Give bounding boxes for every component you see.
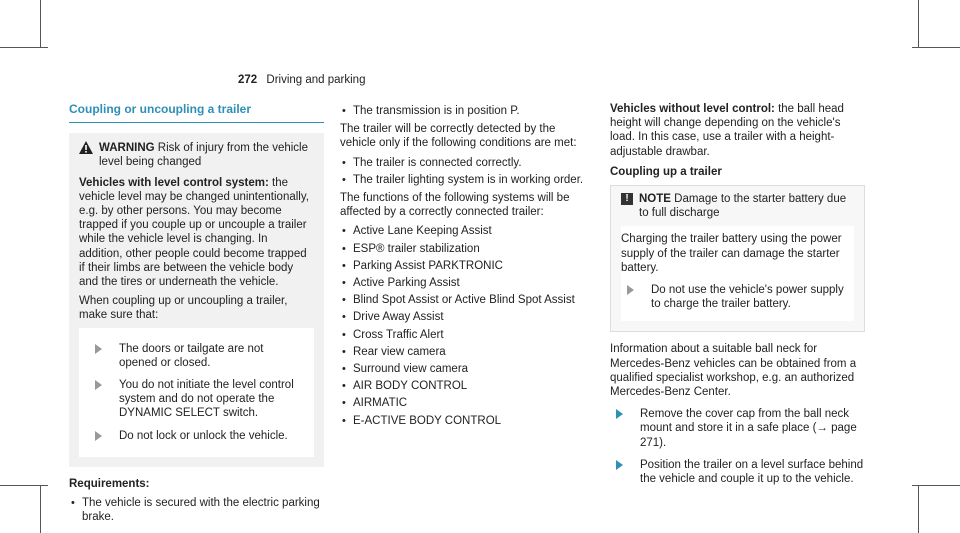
step-item [95, 342, 304, 370]
list-item: • Surround view camera [340, 362, 592, 376]
step-item [95, 429, 304, 443]
crop-mark [40, 485, 41, 533]
step-text: Do not use the vehicle's power supply to charge the trailer battery. [651, 284, 844, 311]
warning-icon [79, 141, 93, 154]
functions-text: The functions of the following systems will be affected by a correctly connected trailer: [340, 192, 570, 219]
note-body-box [621, 226, 854, 321]
step-item [627, 283, 854, 311]
note-body: Charging the trailer battery using the power supply of the trailer can damage the starter battery. [621, 233, 842, 274]
list-item: • The transmission is in position P. [340, 104, 592, 118]
section-title: Coupling or uncoupling a trailer [69, 102, 324, 123]
list-item: • The trailer is connected correctly. [340, 156, 592, 170]
note-header [621, 192, 854, 226]
step-text: You do not initiate the level control system and do not operate the DYNAMIC SELECT switch. [119, 379, 294, 420]
warning-text: Risk of injury from the vehicle level being changed [99, 142, 308, 169]
list-item: • AIR BODY CONTROL [340, 379, 592, 393]
no-level-control-text: the ball head height will change depending on the vehicle's load. In this case, use a trailer with a height-adjustable drawbar. [610, 103, 844, 158]
list-item: • E-ACTIVE BODY CONTROL [340, 414, 592, 428]
list-item: • The vehicle is secured with the electric parking brake. [69, 496, 324, 524]
level-control-heading: Vehicles with level control system: [79, 176, 269, 189]
step-arrow-icon [95, 344, 109, 354]
section-name: Driving and parking [266, 74, 366, 86]
warning-header [79, 141, 314, 169]
crop-mark [0, 485, 48, 486]
crop-mark [912, 485, 960, 486]
step-text: Position the trailer on a level surface behind the vehicle and couple it up to the vehicle. [640, 458, 864, 486]
list-item: • The trailer lighting system is in working order. [340, 173, 592, 187]
crop-mark [918, 485, 919, 533]
step-arrow-icon [95, 380, 109, 390]
warning-label: WARNING [99, 142, 155, 155]
note-box [610, 185, 865, 332]
requirements-label: Requirements: [69, 477, 150, 490]
when-text: When coupling up or uncoupling a trailer, make sure that: [79, 295, 288, 322]
step-item [95, 378, 304, 421]
list-item: • Blind Spot Assist or Active Blind Spot Assist [340, 293, 592, 307]
list-item: • Active Parking Assist [340, 276, 592, 290]
list-item: • Parking Assist PARKTRONIC [340, 259, 592, 273]
page-header [238, 74, 365, 86]
list-item: • AIRMATIC [340, 396, 592, 410]
step-text: Do not lock or unlock the vehicle. [119, 429, 288, 442]
note-text: Damage to the starter battery due to full discharge [639, 193, 847, 220]
step-arrow-icon [616, 460, 630, 470]
note-label: NOTE [639, 193, 671, 206]
info-text: Information about a suitable ball neck for Mercedes-Benz vehicles can be obtained from a qualified specialist workshop, e.g. an authorized Mercedes-Benz Center. [610, 343, 857, 399]
list-item: • Drive Away Assist [340, 310, 592, 324]
requirements-list-cont [340, 104, 592, 118]
column-1 [69, 102, 324, 528]
trailer-detect-text: The trailer will be correctly detected by the vehicle only if the following conditions are met: [340, 123, 577, 150]
warning-paragraph [79, 176, 314, 290]
step-item [616, 407, 865, 450]
step-text: Remove the cover cap from the ball neck mount and store it in a safe place (→ page 271). [640, 408, 857, 449]
conditions-list [340, 156, 592, 187]
no-level-control-paragraph [610, 102, 865, 159]
list-item: • Cross Traffic Alert [340, 328, 592, 342]
warning-box [69, 133, 324, 467]
list-item: • ESP® trailer stabilization [340, 242, 592, 256]
crop-mark [40, 0, 41, 48]
column-2 [340, 102, 592, 432]
coupling-heading: Coupling up a trailer [610, 165, 722, 178]
crop-mark [912, 47, 960, 48]
list-item: • Active Lane Keeping Assist [340, 224, 592, 238]
step-text: The doors or tailgate are not opened or closed. [119, 342, 264, 369]
list-item: • Rear view camera [340, 345, 592, 359]
step-item [616, 458, 865, 486]
exclamation-icon: ! [621, 193, 633, 205]
page-number: 272 [238, 74, 258, 86]
no-level-control-heading: Vehicles without level control: [610, 103, 775, 115]
step-arrow-icon [95, 431, 109, 441]
level-control-text: the vehicle level may be changed unintentionally, e.g. by other persons. You may become trapped if you couple up or uncouple a trailer while the vehicle level is changing. In addition, other people could become trapped if their limbs are between the vehicle body and the tires or underneath the vehicle. [79, 176, 309, 289]
column-3 [610, 102, 865, 494]
warning-steps [79, 328, 314, 457]
requirements-list [69, 496, 324, 524]
systems-list [340, 224, 592, 427]
crop-mark [918, 0, 919, 48]
step-arrow-icon [616, 409, 630, 419]
crop-mark [0, 47, 48, 48]
step-arrow-icon [627, 285, 641, 295]
